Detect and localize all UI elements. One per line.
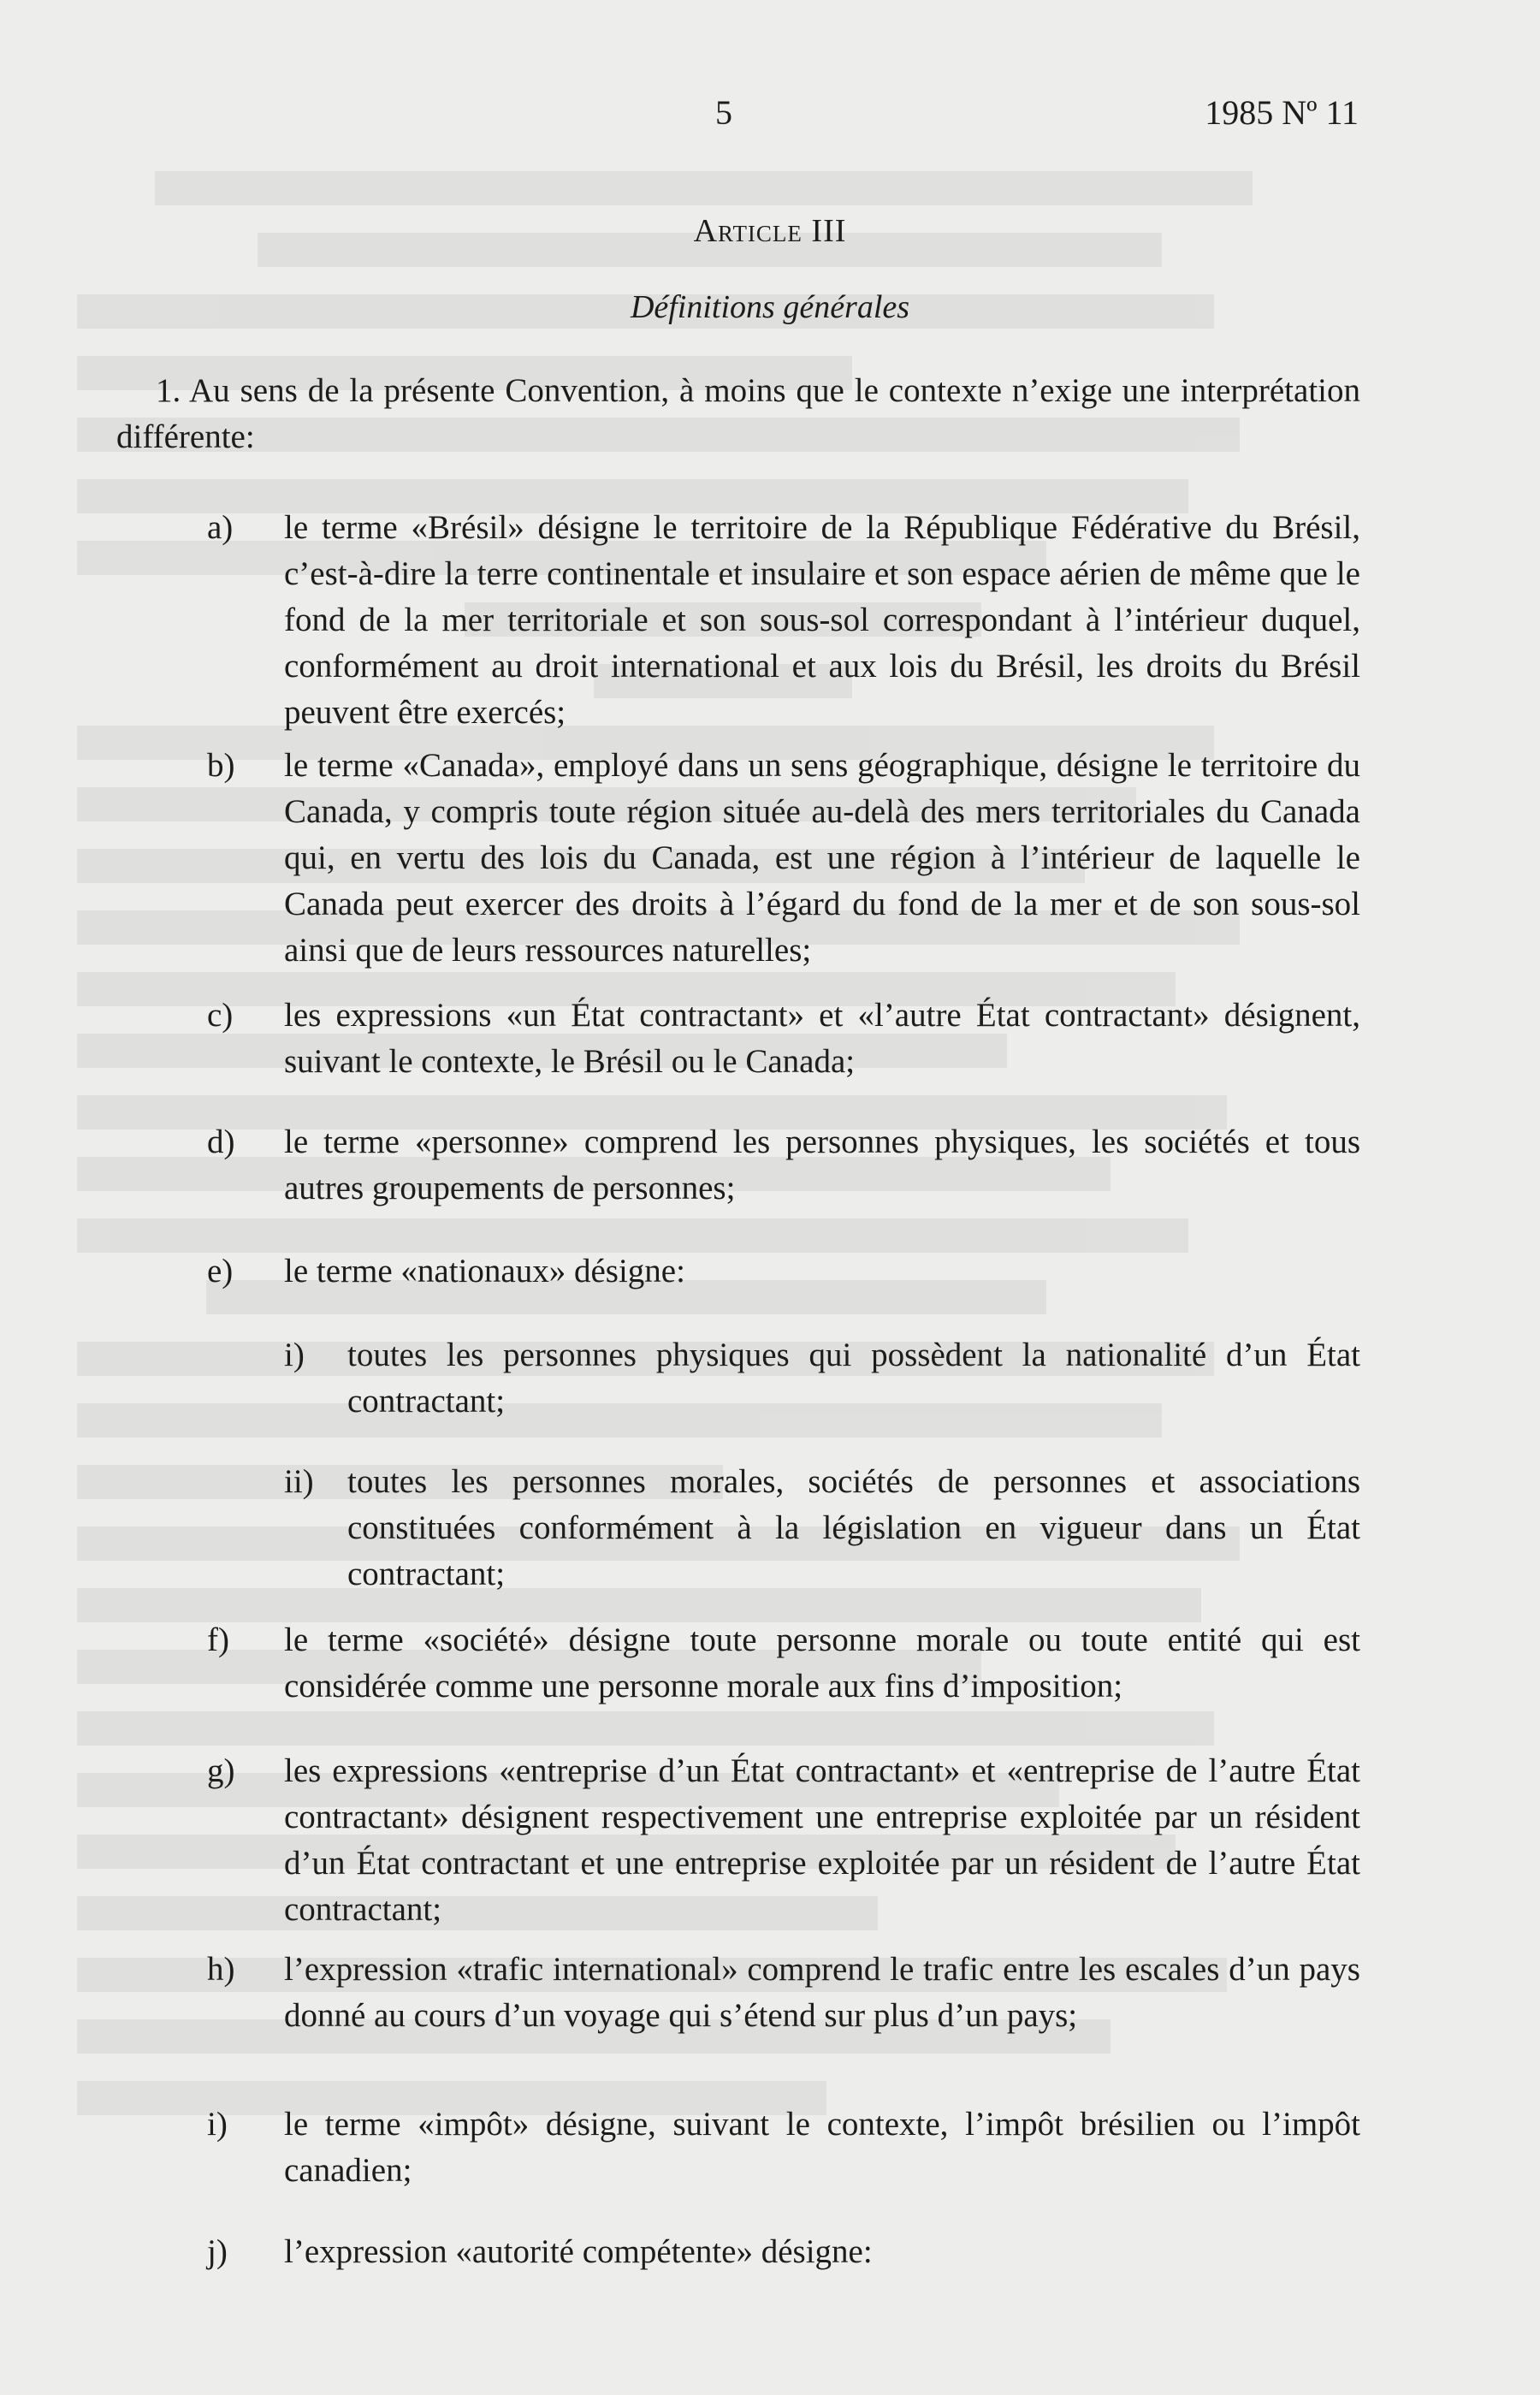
list-item-label: i): [207, 2106, 228, 2143]
list-item-text: le terme «Brésil» désigne le territoire de la République Fédérative du Brésil, c’est-à-dire la terre continentale et insulaire et son espace aérien de même que le fond de la mer territoriale et son sous-sol correspondant à l’intérieur duquel, conformément au droit international et aux lois du Brésil, les droits du Brésil peuvent être exercés;: [284, 509, 1360, 731]
list-item-text: le terme «impôt» désigne, suivant le contexte, l’impôt brésilien ou l’impôt canadien;: [284, 2106, 1360, 2189]
sub-item-label: ii): [284, 1463, 314, 1500]
list-item-label: d): [207, 1123, 235, 1160]
list-item-label: h): [207, 1951, 235, 1988]
sub-item-text: toutes les personnes physiques qui possèdent la nationalité d’un État contractant;: [347, 1337, 1360, 1420]
list-item-text: le terme «Canada», employé dans un sens géographique, désigne le territoire du Canada, y compris toute région située au-delà des mers territoriales du Canada qui, en vertu des lois du Canada, est une région à l’intérieur de laquelle le Canada peut exercer des droits à l’égard du fond de la mer et de son sous-sol ainsi que de leurs ressources naturelles;: [284, 747, 1360, 969]
list-item-label: c): [207, 997, 234, 1034]
sub-item-text: toutes les personnes morales, sociétés de personnes et associations constituées conformément à la législation en vigueur dans un État contractant;: [347, 1463, 1360, 1592]
page-number: 5: [715, 93, 732, 132]
article-subtitle: Définitions générales: [630, 289, 910, 325]
sub-item-label: i): [284, 1337, 305, 1373]
list-item-text: les expressions «entreprise d’un État contractant» et «entreprise de l’autre État contractant» désignent respectivement une entreprise exploitée par un résident d’un État contractant et une entreprise exploitée par un résident de l’autre État contractant;: [284, 1752, 1360, 1928]
list-item-text: l’expression «autorité compétente» désigne:: [284, 2233, 873, 2270]
document-number: 1985 Nº 11: [1205, 93, 1359, 132]
list-item-label: j): [207, 2233, 228, 2270]
list-item-label: f): [207, 1621, 229, 1658]
list-item-label: g): [207, 1752, 235, 1789]
list-item-label: a): [207, 509, 234, 546]
list-item-label: b): [207, 747, 235, 784]
article-intro-paragraph: 1. Au sens de la présente Convention, à moins que le contexte n’exige une interprétation différente:: [116, 372, 1360, 455]
list-item-text: le terme «personne» comprend les personnes physiques, les sociétés et tous autres groupements de personnes;: [284, 1123, 1360, 1206]
list-item-text: le terme «société» désigne toute personne morale ou toute entité qui est considérée comme une personne morale aux fins d’imposition;: [284, 1621, 1360, 1704]
list-item-text: le terme «nationaux» désigne:: [284, 1253, 685, 1289]
article-title: Article III: [693, 213, 847, 249]
list-item-text: l’expression «trafic international» comprend le trafic entre les escales d’un pays donné au cours d’un voyage qui s’étend sur plus d’un pays;: [284, 1951, 1360, 2034]
list-item-label: e): [207, 1253, 234, 1289]
list-item-text: les expressions «un État contractant» et «l’autre État contractant» désignent, suivant le contexte, le Brésil ou le Canada;: [284, 997, 1360, 1080]
